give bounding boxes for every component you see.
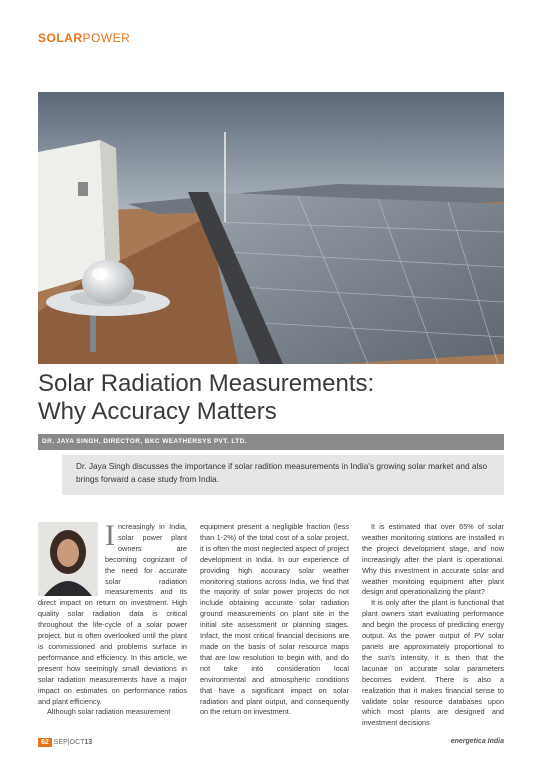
paragraph: Although solar radiation measurement xyxy=(47,707,171,717)
standfirst: Dr. Jaya Singh discusses the importance if solar radition measurements in India's growing solar market and also brings forward a case study from India. xyxy=(62,455,504,495)
hero-photo xyxy=(38,92,504,364)
article-column-2 xyxy=(200,522,349,718)
solar-plant-photo xyxy=(38,92,504,364)
article-column-1 xyxy=(38,519,187,718)
article-title: Solar Radiation Measurements: Why Accuracy Matters xyxy=(38,370,375,425)
issue-date: SEP|OCT xyxy=(53,739,85,746)
paragraph: equipment present a negligible fraction (less than 1-2%) of the total cost of a solar project, it is often the most neglected aspect of project development in India. In our experience of providing high accuracy solar weather monitoring stations across India, we find that the majority of solar power projects do not include obtaining accurate solar radiation ground measurements on plant site in the initial site assessment or planning stages. Infact, the most critical financial decisions are made on the basis of solar resource maps that are low resolution to begin with, and do not take into consideration local environmental and atmospheric conditions that have a significant impact on solar radiation and plant output, and consequently on the return on investment. xyxy=(200,522,349,717)
paragraph: It is estimated that over 65% of solar weather monitoring stations are installed in the project development stage, and now increasingly after the plant is operational. Why this investment in accurate solar and weather monitoing equipment after plant design and operationalizing the plant? xyxy=(362,522,504,597)
byline: DR. JAYA SINGH, DIRECTOR, BKC WEATHERSYS PVT. LTD. xyxy=(38,434,504,450)
author-portrait xyxy=(38,522,98,596)
section-label: SOLARPOWER xyxy=(38,31,131,45)
paragraph: ncreasingly in India, solar power plant owners are becoming cognizant of the need for accurate solar radiation measurements and its direct impact on return on investment. High quality solar radiation data is critical throughout the life-cycle of a solar power project, but is often overlooked until the plant is commissioned and problems surface in performance and efficiency. In this article, we present how seemingly small deviations in solar radiation measurements have a major impact on estimates on performance ratios and plant efficiency. xyxy=(38,522,187,706)
drop-cap: I xyxy=(105,519,115,552)
page-footer: 62 SEP|OCT13 xyxy=(38,738,92,747)
paragraph: It is only after the plant is functional that plant owners start evaluating performance and begin the process of predicting energy output. As the power output of PV solar panels are approximately proportional to the sun's intensity, it is then that the lacunae on accurate solar parameters becomes evident. There is also a realization that it makes financial sense to validate solar resource databases upon which most plants are designed and investment decisions xyxy=(362,598,504,728)
page-number: 62 xyxy=(38,738,52,747)
article-column-3 xyxy=(362,522,504,729)
magazine-brand: energetica India xyxy=(450,738,504,745)
